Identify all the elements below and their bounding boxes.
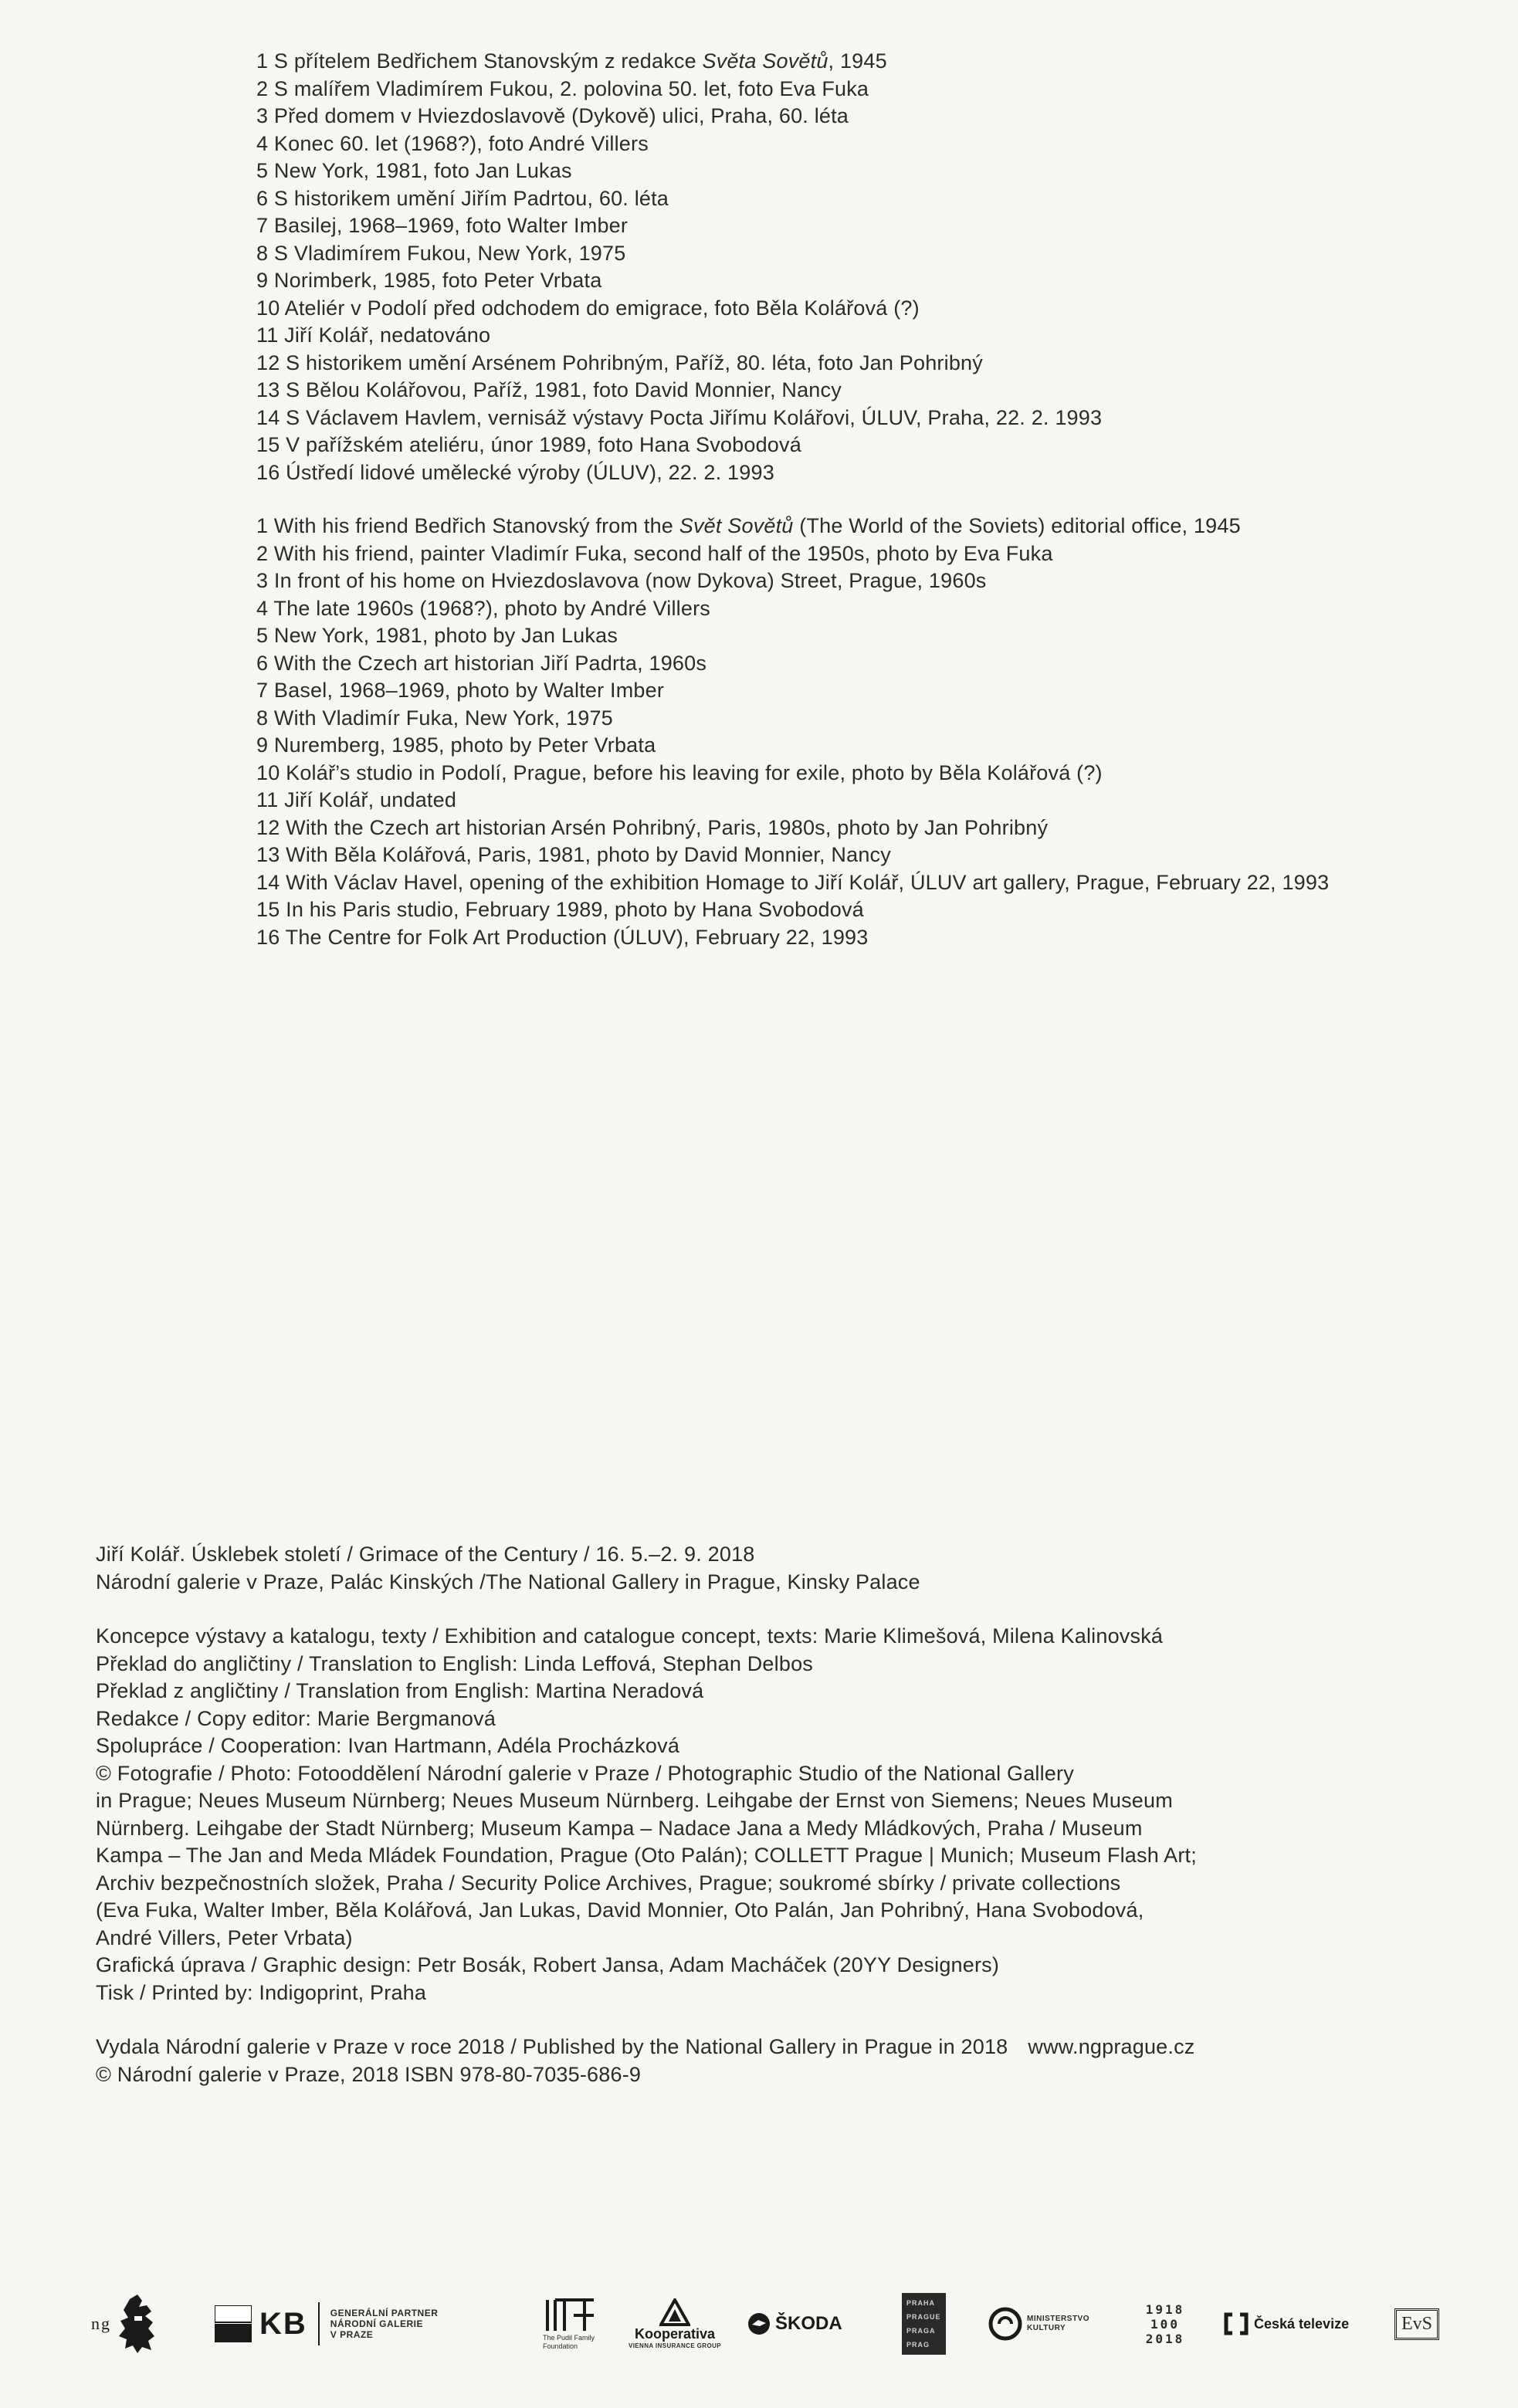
praha-logo	[902, 2285, 948, 2362]
czech-caption-line	[256, 350, 1102, 378]
credit-translation-from-english: Překlad z angličtiny / Translation from English: Martina Neradová	[96, 1679, 704, 1702]
caption-text: 13 With Běla Kolářová, Paris, 1981, photo by David Monnier, Nancy	[256, 843, 891, 866]
publisher-url-link[interactable]: www.ngprague.cz	[1028, 2035, 1195, 2058]
english-caption-line	[256, 896, 1329, 924]
ng-logo-text: ng	[91, 2314, 111, 2333]
english-caption-line	[256, 732, 1329, 760]
exhibition-title-line: Jiří Kolář. Úsklebek století / Grimace of the Century / 16. 5.–2. 9. 2018	[96, 1543, 755, 1566]
english-caption-line	[256, 815, 1329, 842]
caption-text: 12 With the Czech art historian Arsén Pohribný, Paris, 1980s, photo by Jan Pohribný	[256, 815, 1049, 839]
praha-line: PRAHA	[906, 2299, 936, 2307]
english-caption-line	[256, 760, 1329, 787]
credit-photo-line: Archiv bezpečnostních složek, Praha / Security Police Archives, Prague; soukromé sbírky / private collections	[96, 1871, 1121, 1895]
czech-caption-line	[256, 185, 1102, 213]
kb-logo-text: KB	[259, 2306, 307, 2341]
caption-text: 12 S historikem umění Arsénem Pohribným, Paříž, 80. léta, foto Jan Pohribný	[256, 351, 983, 374]
caption-text-tail: , 1945	[828, 49, 887, 73]
caption-text: 10 Ateliér v Podolí před odchodem do emigrace, foto Běla Kolářová (?)	[256, 296, 920, 320]
english-caption-line	[256, 924, 1329, 952]
caption-text: 14 With Václav Havel, opening of the exhibition Homage to Jiří Kolář, ÚLUV art gallery, Prague, February 22, 1993	[256, 870, 1330, 894]
sponsor-logo-strip	[91, 2285, 1481, 2370]
skoda-arrow-icon	[747, 2312, 771, 2335]
caption-text: 16 The Centre for Folk Art Production (ÚLUV), February 22, 1993	[256, 925, 869, 949]
english-caption-line	[256, 567, 1329, 595]
kb-square-icon	[215, 2305, 252, 2342]
english-caption-line	[256, 622, 1329, 650]
credit-concept: Koncepce výstavy a katalogu, texty / Exhibition and catalogue concept, texts: Marie Klimešová, Milena Kalinovská	[96, 1624, 1164, 1648]
czech-caption-line	[256, 459, 1102, 487]
czech-caption-line	[256, 103, 1102, 130]
caption-text: 1 S přítelem Bedřichem Stanovským z redakce	[256, 49, 703, 73]
credit-photo-line: André Villers, Peter Vrbata)	[96, 1925, 353, 1949]
pudil-caption-line: The Pudil Family	[543, 2334, 595, 2342]
caption-text: 14 S Václavem Havlem, vernisáž výstavy Pocta Jiřímu Kolářovi, ÚLUV, Praha, 22. 2. 1993	[256, 405, 1103, 429]
english-caption-line	[256, 650, 1329, 678]
caption-text: 7 Basilej, 1968–1969, foto Walter Imber	[256, 214, 629, 237]
caption-text: 1 With his friend Bedřich Stanovský from the	[256, 514, 679, 537]
czech-caption-line	[256, 240, 1102, 268]
czech-caption-line	[256, 377, 1102, 405]
kooperativa-text: Kooperativa	[634, 2326, 716, 2342]
english-caption-line	[256, 705, 1329, 733]
czech-caption-line	[256, 130, 1102, 158]
credit-printer: Tisk / Printed by: Indigoprint, Praha	[96, 1980, 427, 2004]
english-caption-line	[256, 540, 1329, 568]
credit-photo-line: © Fotografie / Photo: Fotooddělení Národní galerie v Praze / Photographic Studio of the National Gallery	[96, 1761, 1074, 1785]
kb-partner-line: GENERÁLNÍ PARTNER	[330, 2308, 439, 2318]
evs-box	[1394, 2308, 1439, 2340]
ct-text: Česká televize	[1254, 2315, 1350, 2332]
credit-copy-editor: Redakce / Copy editor: Marie Bergmanová	[96, 1706, 496, 1730]
pudil-monogram-icon	[543, 2297, 597, 2334]
kb-divider	[318, 2302, 320, 2345]
credit-translation-to-english: Překlad do angličtiny / Translation to English: Linda Leffová, Stephan Delbos	[96, 1651, 813, 1675]
kooperativa-logo	[621, 2285, 729, 2362]
czech-caption-line	[256, 405, 1102, 432]
caption-text: 4 The late 1960s (1968?), photo by André Villers	[256, 596, 710, 620]
ministry-of-culture-logo	[988, 2285, 1120, 2362]
heraldic-lion-icon	[114, 2293, 168, 2355]
caption-text: 13 S Bělou Kolářovou, Paříž, 1981, foto David Monnier, Nancy	[256, 378, 842, 401]
ministry-emblem-icon	[988, 2307, 1022, 2341]
caption-text: 5 New York, 1981, photo by Jan Lukas	[256, 624, 618, 647]
caption-text: 6 S historikem umění Jiřím Padrtou, 60. léta	[256, 186, 669, 210]
czech-caption-line	[256, 76, 1102, 103]
czech-caption-line	[256, 267, 1102, 295]
kb-partner-line: V PRAZE	[330, 2329, 374, 2340]
english-caption-line	[256, 513, 1329, 540]
ct-bracket-icon	[1223, 2312, 1249, 2335]
caption-text: 6 With the Czech art historian Jiří Padrta, 1960s	[256, 651, 707, 675]
english-caption-line	[256, 842, 1329, 869]
credit-cooperation: Spolupráce / Cooperation: Ivan Hartmann, Adéla Procházková	[96, 1734, 680, 1757]
kb-logo	[215, 2285, 446, 2362]
caption-text: 2 S malířem Vladimírem Fukou, 2. polovina 50. let, foto Eva Fuka	[256, 76, 869, 100]
caption-text-tail: (The World of the Soviets) editorial office, 1945	[793, 514, 1241, 537]
caption-text: 9 Nuremberg, 1985, photo by Peter Vrbata	[256, 733, 656, 757]
publisher-text: Vydala Národní galerie v Praze v roce 2018 / Published by the National Gallery in Prague in 2018	[96, 2035, 1008, 2058]
czech-caption-line	[256, 295, 1102, 323]
pudil-foundation-logo	[531, 2285, 608, 2362]
caption-text: 16 Ústředí lidové umělecké výroby (ÚLUV), 22. 2. 1993	[256, 460, 774, 484]
kooperativa-triangle-icon	[659, 2298, 690, 2326]
credit-photo-line: in Prague; Neues Museum Nürnberg; Neues Museum Nürnberg. Leihgabe der Ernst von Siemens; Neues Museum	[96, 1789, 1173, 1812]
caption-text: 7 Basel, 1968–1969, photo by Walter Imber	[256, 679, 665, 702]
caption-text: 4 Konec 60. let (1968?), foto André Villers	[256, 131, 649, 155]
praha-block	[902, 2293, 946, 2355]
english-caption-line	[256, 677, 1329, 705]
praha-line: PRAGA	[906, 2327, 936, 2335]
caption-text: 8 S Vladimírem Fukou, New York, 1975	[256, 241, 626, 265]
ministry-line: KULTURY	[1027, 2324, 1066, 2332]
ministry-caption	[1027, 2315, 1089, 2333]
caption-italic-title: Svět Sovětů	[679, 514, 794, 537]
kooperativa-subtext: VIENNA INSURANCE GROUP	[628, 2342, 722, 2349]
czech-caption-line	[256, 157, 1102, 185]
caption-text: 8 With Vladimír Fuka, New York, 1975	[256, 706, 613, 730]
ceska-televize-logo	[1223, 2285, 1393, 2362]
kb-partner-line: NÁRODNÍ GALERIE	[330, 2318, 423, 2329]
caption-text: 11 Jiří Kolář, undated	[256, 788, 457, 811]
evs-foundation-logo	[1394, 2285, 1456, 2362]
credit-photo-line: Nürnberg. Leihgabe der Stadt Nürnberg; Museum Kampa – Nadace Jana a Medy Mládkových, Praha / Museum	[96, 1816, 1143, 1840]
centenary-line: 1918	[1145, 2301, 1185, 2317]
czech-caption-line	[256, 48, 1102, 76]
praha-line: PRAGUE	[906, 2313, 941, 2321]
caption-text: 3 In front of his home on Hviezdoslavova (now Dykova) Street, Prague, 1960s	[256, 569, 987, 592]
centenary-line: 2018	[1145, 2331, 1185, 2346]
caption-text: 15 In his Paris studio, February 1989, photo by Hana Svobodová	[256, 898, 864, 921]
caption-text: 5 New York, 1981, foto Jan Lukas	[256, 159, 572, 182]
centenary-line: 100	[1150, 2316, 1180, 2332]
czech-caption-line	[256, 212, 1102, 240]
caption-text: 15 V pařížském ateliéru, únor 1989, foto Hana Svobodová	[256, 433, 801, 456]
evs-text: EvS	[1401, 2313, 1433, 2334]
publisher-line	[96, 2034, 1455, 2061]
national-gallery-logo	[91, 2285, 176, 2362]
english-caption-list	[256, 513, 1329, 951]
credit-photo-line: Kampa – The Jan and Meda Mládek Foundation, Prague (Oto Palán); COLLETT Prague | Munich; Museum Flash Art;	[96, 1844, 1197, 1867]
pudil-caption	[543, 2334, 597, 2351]
caption-text: 10 Kolář’s studio in Podolí, Prague, before his leaving for exile, photo by Běla Kolářová (?)	[256, 760, 1103, 784]
praha-line: PRAG	[906, 2341, 930, 2349]
centenary-logo	[1138, 2285, 1192, 2362]
centenary-text	[1146, 2302, 1185, 2346]
credit-photo-line: (Eva Fuka, Walter Imber, Běla Kolářová, Jan Lukas, David Monnier, Oto Palán, Jan Pohribný, Hana Svobodová,	[96, 1898, 1144, 1922]
caption-italic-title: Světa Sovětů	[702, 49, 828, 73]
skoda-text: ŠKODA	[775, 2313, 842, 2334]
czech-caption-line	[256, 322, 1102, 350]
caption-text: 9 Norimberk, 1985, foto Peter Vrbata	[256, 269, 602, 292]
english-caption-line	[256, 787, 1329, 815]
colophon	[96, 1541, 1455, 2088]
ministry-line: MINISTERSTVO	[1027, 2315, 1090, 2323]
english-caption-line	[256, 869, 1329, 897]
english-caption-line	[256, 595, 1329, 623]
caption-text: 11 Jiří Kolář, nedatováno	[256, 323, 491, 347]
credit-graphic-design: Grafická úprava / Graphic design: Petr Bosák, Robert Jansa, Adam Macháček (20YY Designers)	[96, 1953, 1000, 1976]
pudil-caption-line: Foundation	[543, 2342, 578, 2350]
exhibition-venue-line: Národní galerie v Praze, Palác Kinských /The National Gallery in Prague, Kinsky Palace	[96, 1570, 920, 1593]
czech-caption-line	[256, 432, 1102, 459]
caption-text: 2 With his friend, painter Vladimír Fuka, second half of the 1950s, photo by Eva Fuka	[256, 541, 1053, 565]
copyright-isbn-line: © Národní galerie v Praze, 2018 ISBN 978-80-7035-686-9	[96, 2062, 642, 2086]
caption-text: 3 Před domem v Hviezdoslavově (Dykově) ulici, Praha, 60. léta	[256, 104, 849, 127]
skoda-logo	[747, 2285, 863, 2362]
czech-caption-list	[256, 48, 1102, 486]
kb-partner-caption	[330, 2308, 439, 2340]
